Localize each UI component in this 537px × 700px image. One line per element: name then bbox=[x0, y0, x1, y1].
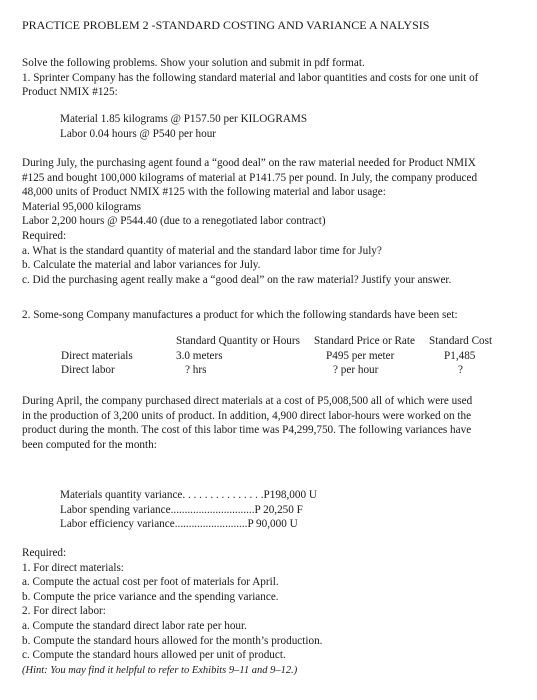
problem-1-question-c: c. Did the purchasing agent really make a “good deal” on the raw material? Justify your answer. bbox=[22, 273, 452, 286]
standards-table bbox=[61, 334, 521, 380]
problem-2-required bbox=[22, 546, 322, 663]
required-item: b. Compute the price variance and the spending variance. bbox=[22, 590, 279, 603]
problem-1-question-b: b. Calculate the material and labor variances for July. bbox=[22, 259, 261, 272]
variance-label: Labor spending variance bbox=[60, 503, 171, 516]
problem-2-line: been computed for the month: bbox=[22, 438, 157, 451]
problem-1-line: During July, the purchasing agent found a “good deal” on the raw material needed for Product NMIX bbox=[22, 157, 476, 169]
table-header: Standard Quantity or Hours bbox=[176, 335, 300, 347]
labor-standard: Labor 0.04 hours @ P540 per hour bbox=[60, 127, 217, 140]
variance-value: P198,000 U bbox=[263, 489, 317, 501]
variance-value: P 20,250 F bbox=[254, 503, 303, 516]
variance-row bbox=[60, 488, 317, 503]
required-heading: Required: bbox=[22, 547, 67, 559]
table-cell: ? hrs bbox=[185, 364, 207, 376]
problem-2-paragraph bbox=[22, 394, 472, 452]
required-item: a. Compute the standard direct labor rate per hour. bbox=[22, 619, 247, 632]
material-standard: Material 1.85 kilograms @ P157.50 per KILOGRAMS bbox=[60, 113, 308, 125]
table-cell: 3.0 meters bbox=[176, 350, 223, 362]
problem-2-line: During April, the company purchased direct materials at a cost of P5,008,500 all of which were used bbox=[22, 395, 473, 407]
required-item: 1. For direct materials: bbox=[22, 561, 124, 574]
table-cell: P495 per meter bbox=[326, 350, 395, 362]
problem-1-product: Product NMIX #125: bbox=[22, 86, 118, 99]
table-header: Standard Price or Rate bbox=[314, 335, 415, 347]
variance-label: Labor efficiency variance bbox=[60, 518, 175, 531]
required-item: 2. For direct labor: bbox=[22, 605, 106, 618]
required-item: a. Compute the actual cost per foot of materials for April. bbox=[22, 576, 279, 589]
problem-2-intro bbox=[22, 308, 458, 323]
table-cell: ? bbox=[458, 364, 463, 376]
document-title: PRACTICE PROBLEM 2 -STANDARD COSTING AND VARIANCE A NALYSIS bbox=[22, 18, 430, 32]
intro-section bbox=[22, 56, 478, 100]
problem-1-body bbox=[22, 156, 477, 287]
variance-leader: . . . . . . . . . . . . . . . bbox=[182, 489, 264, 501]
problem-1-intro: 1. Sprinter Company has the following standard material and labor quantities and costs for one unit of bbox=[22, 71, 479, 84]
table-cell: Direct materials bbox=[61, 350, 133, 362]
variance-leader: .......................... bbox=[174, 518, 248, 531]
table-cell: Direct labor bbox=[61, 364, 115, 376]
problem-2-line: product during the month. The cost of this labor time was P4,299,750. The following variances have bbox=[22, 424, 472, 437]
standards-section bbox=[22, 112, 307, 141]
table-header: Standard Cost bbox=[429, 335, 493, 347]
required-item: c. Compute the standard hours allowed per unit of product. bbox=[22, 649, 286, 662]
variance-list bbox=[60, 488, 317, 532]
variance-value: P 90,000 U bbox=[247, 518, 298, 531]
problem-1-required: Required: bbox=[22, 229, 67, 242]
problem-2-line: in the production of 3,200 units of product. In addition, 4,900 direct labor-hours were worked on the bbox=[22, 409, 472, 422]
required-item: b. Compute the standard hours allowed for the month’s production. bbox=[22, 634, 323, 647]
intro-instructions: Solve the following problems. Show your solution and submit in pdf format. bbox=[22, 57, 365, 69]
problem-1-line: 48,000 units of Product NMIX #125 with the following material and labor usage: bbox=[22, 186, 386, 199]
table-cell: ? per hour bbox=[333, 364, 379, 376]
variance-label: Materials quantity variance bbox=[60, 489, 183, 501]
problem-1-line: Labor 2,200 hours @ P544.40 (due to a renegotiated labor contract) bbox=[22, 215, 326, 228]
problem-1-question-a: a. What is the standard quantity of material and the standard labor time for July? bbox=[22, 244, 382, 257]
variance-row bbox=[60, 503, 317, 518]
table-cell: P1,485 bbox=[444, 350, 476, 362]
problem-1-line: #125 and bought 100,000 kilograms of material at P141.75 per pound. In July, the company produced bbox=[22, 171, 478, 184]
problem-1-line: Material 95,000 kilograms bbox=[22, 200, 141, 213]
hint-text: (Hint: You may find it helpful to refer to Exhibits 9–11 and 9–12.) bbox=[22, 665, 298, 676]
variance-row bbox=[60, 517, 317, 532]
variance-leader: .............................. bbox=[170, 503, 255, 516]
problem-2-intro-text: 2. Some-song Company manufactures a product for which the following standards have been set: bbox=[22, 309, 458, 321]
